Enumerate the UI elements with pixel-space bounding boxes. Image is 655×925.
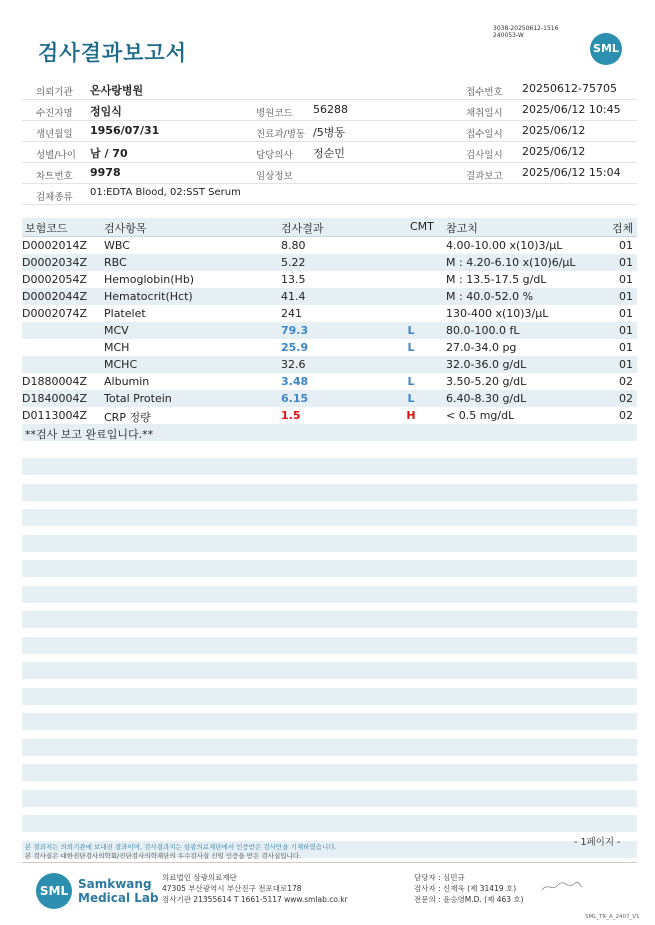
ref-cell: < 0.5 mg/dL — [446, 409, 515, 422]
header-row-1 — [22, 79, 637, 100]
spec-cell: 01 — [619, 273, 633, 286]
test-date-value: 2025/06/12 — [522, 145, 586, 158]
result-cell: 5.22 — [281, 256, 306, 269]
footer-divider — [22, 862, 637, 863]
item-cell: Platelet — [104, 307, 146, 320]
clinical-label: 임상정보 — [256, 171, 293, 182]
table-row — [22, 356, 637, 373]
receive-value: 2025/06/12 — [522, 124, 586, 137]
sml-logo-icon: SML — [590, 33, 622, 65]
spec-cell: 01 — [619, 341, 633, 354]
header-row-2 — [22, 100, 637, 121]
complete-note-row — [22, 424, 637, 441]
item-cell: MCHC — [104, 358, 138, 371]
empty-row-band — [22, 739, 637, 756]
item-cell: RBC — [104, 256, 127, 269]
collect-label: 채취일시 — [466, 108, 503, 119]
sex-age-value: 남 / 70 — [90, 147, 128, 160]
table-row — [22, 271, 637, 288]
spec-cell: 01 — [619, 324, 633, 337]
form-code: SML_TR_A_2407_V1 — [585, 914, 640, 920]
col-code-header: 보험코드 — [25, 222, 68, 235]
receipt-no-value: 20250612-75705 — [522, 82, 617, 95]
document-id-line2: 240053-W — [493, 32, 524, 39]
table-row — [22, 288, 637, 305]
result-cell: 241 — [281, 307, 302, 320]
result-cell: 6.15 — [281, 392, 309, 405]
result-cell: 32.6 — [281, 358, 306, 371]
header-row-5 — [22, 163, 637, 184]
specimen-value: 01:EDTA Blood, 02:SST Serum — [90, 187, 241, 198]
ref-cell: 6.40-8.30 g/dL — [446, 392, 527, 405]
document-id — [493, 25, 558, 39]
empty-row-band — [22, 586, 637, 603]
report-label: 결과보고 — [466, 171, 503, 182]
empty-row-band — [22, 662, 637, 679]
item-cell: Hematocrit(Hct) — [104, 290, 193, 303]
col-spec-header: 검체 — [612, 222, 634, 235]
cmt-cell: L — [407, 341, 415, 354]
item-cell: Albumin — [104, 375, 150, 388]
sex-age-label: 성별/나이 — [36, 150, 76, 161]
spec-cell: 01 — [619, 239, 633, 252]
spec-cell: 01 — [619, 290, 633, 303]
header-row-6 — [22, 184, 637, 205]
doctor-value: 정순민 — [313, 147, 345, 160]
item-cell: CRP 정량 — [104, 411, 151, 424]
header-row-4 — [22, 142, 637, 163]
collect-value: 2025/06/12 10:45 — [522, 103, 621, 116]
table-row — [22, 254, 637, 271]
empty-row-band — [22, 815, 637, 832]
code-cell: D0002034Z — [22, 256, 87, 269]
table-row — [22, 407, 637, 424]
footer-note-1: 본 결과지는 의뢰기관에 보내진 결과이며, 검사결과지는 삼광의료재단에서 인증받은 검사만을 기재하였습니다. — [25, 843, 337, 851]
table-row — [22, 237, 637, 254]
footer-note-2: 본 검사실은 대한진단검사의학회/진단검사의학재단의 우수검사실 신임 인증을 받은 검사실입니다. — [25, 852, 302, 860]
empty-row-band — [22, 611, 637, 628]
brand-name — [78, 877, 159, 905]
cmt-cell: L — [407, 324, 415, 337]
cmt-cell: H — [406, 409, 416, 422]
table-row — [22, 373, 637, 390]
empty-row-band — [22, 458, 637, 475]
code-cell: D1880004Z — [22, 375, 87, 388]
cmt-cell: L — [407, 375, 415, 388]
table-row — [22, 339, 637, 356]
patient-value: 정임식 — [90, 105, 122, 118]
col-ref-header: 참고치 — [446, 222, 478, 235]
code-cell: D0002014Z — [22, 239, 87, 252]
spec-cell: 02 — [619, 375, 633, 388]
report-value: 2025/06/12 15:04 — [522, 166, 621, 179]
result-cell: 8.80 — [281, 239, 306, 252]
doctor-label: 담당의사 — [256, 150, 293, 161]
institution-label: 의뢰기관 — [36, 87, 73, 98]
org-address: 47305 부산광역시 부산진구 전포대로178 — [162, 884, 302, 893]
spec-cell: 02 — [619, 392, 633, 405]
ref-cell: 3.50-5.20 g/dL — [446, 375, 527, 388]
dob-value: 1956/07/31 — [90, 124, 160, 137]
result-cell: 25.9 — [281, 341, 309, 354]
result-cell: 41.4 — [281, 290, 306, 303]
empty-row-band — [22, 535, 637, 552]
staff-tester: 검사자 : 신재욱 (제 31419 호) — [414, 884, 517, 893]
item-cell: Hemoglobin(Hb) — [104, 273, 195, 286]
hospital-code-value: 56288 — [313, 103, 348, 116]
col-cmt-header: CMT — [410, 220, 434, 233]
header-row-3 — [22, 121, 637, 142]
org-name: 의료법인 삼광의료재단 — [162, 873, 237, 882]
page-title: 검사결과보고서 — [38, 41, 188, 65]
chart-label: 차트번호 — [36, 171, 73, 182]
col-result-header: 검사결과 — [281, 222, 324, 235]
receipt-no-label: 접수번호 — [466, 87, 503, 98]
staff-specialist: 전문의 : 윤승영M.D. (제 463 호) — [414, 895, 524, 904]
empty-row-band — [22, 509, 637, 526]
col-item-header: 검사항목 — [104, 222, 147, 235]
brand-line-2: Medical Lab — [78, 891, 159, 905]
empty-row-band — [22, 560, 637, 577]
specimen-label: 검체종류 — [36, 192, 73, 203]
ref-cell: 130-400 x(10)3/μL — [446, 307, 549, 320]
dept-label: 진료과/병동 — [256, 129, 306, 140]
table-row — [22, 322, 637, 339]
org-contact: 검사기관 21355614 T 1661-5117 www.smlab.co.kr — [162, 895, 348, 904]
ref-cell: 80.0-100.0 fL — [446, 324, 520, 337]
org-info — [162, 872, 348, 905]
empty-row-band — [22, 790, 637, 807]
empty-row-band — [22, 688, 637, 705]
ref-cell: 32.0-36.0 g/dL — [446, 358, 527, 371]
ref-cell: 4.00-10.00 x(10)3/μL — [446, 239, 563, 252]
code-cell: D0002074Z — [22, 307, 87, 320]
code-cell: D1840004Z — [22, 392, 87, 405]
sml-footer-logo-icon: SML — [36, 873, 72, 909]
code-cell: D0002044Z — [22, 290, 87, 303]
empty-row-band — [22, 484, 637, 501]
dept-value: /5병동 — [313, 126, 345, 139]
item-cell: WBC — [104, 239, 130, 252]
hospital-code-label: 병원코드 — [256, 108, 293, 119]
result-cell: 1.5 — [281, 409, 301, 422]
ref-cell: 27.0-34.0 pg — [446, 341, 517, 354]
table-row — [22, 390, 637, 407]
ref-cell: M : 4.20-6.10 x(10)6/μL — [446, 256, 576, 269]
document-id-line1: 3038-20250612-1516 — [493, 25, 559, 32]
cmt-cell: L — [407, 392, 415, 405]
staff-info — [414, 872, 524, 905]
item-cell: MCH — [104, 341, 130, 354]
staff-manager: 담당자 : 심민규 — [414, 873, 465, 882]
spec-cell: 01 — [619, 307, 633, 320]
empty-row-band — [22, 637, 637, 654]
ref-cell: M : 13.5-17.5 g/dL — [446, 273, 547, 286]
page-number: - 1페이지 - — [574, 837, 621, 848]
institution-value: 온사랑병원 — [90, 84, 144, 97]
spec-cell: 01 — [619, 256, 633, 269]
spec-cell: 02 — [619, 409, 633, 422]
item-cell: MCV — [104, 324, 129, 337]
dob-label: 생년월일 — [36, 129, 73, 140]
results-table-header — [22, 218, 637, 237]
patient-label: 수진자명 — [36, 108, 73, 119]
ref-cell: M : 40.0-52.0 % — [446, 290, 534, 303]
chart-value: 9978 — [90, 166, 121, 179]
complete-note: **검사 보고 완료입니다.** — [25, 428, 154, 441]
result-cell: 79.3 — [281, 324, 309, 337]
empty-row-band — [22, 764, 637, 781]
spec-cell: 01 — [619, 358, 633, 371]
table-row — [22, 305, 637, 322]
code-cell: D0002054Z — [22, 273, 87, 286]
item-cell: Total Protein — [104, 392, 172, 405]
brand-line-1: Samkwang — [78, 877, 152, 891]
signature-icon — [540, 880, 584, 894]
empty-row-band — [22, 713, 637, 730]
code-cell: D0113004Z — [22, 409, 87, 422]
test-date-label: 검사일시 — [466, 150, 503, 161]
result-cell: 3.48 — [281, 375, 309, 388]
receive-label: 접수일시 — [466, 129, 503, 140]
result-cell: 13.5 — [281, 273, 306, 286]
